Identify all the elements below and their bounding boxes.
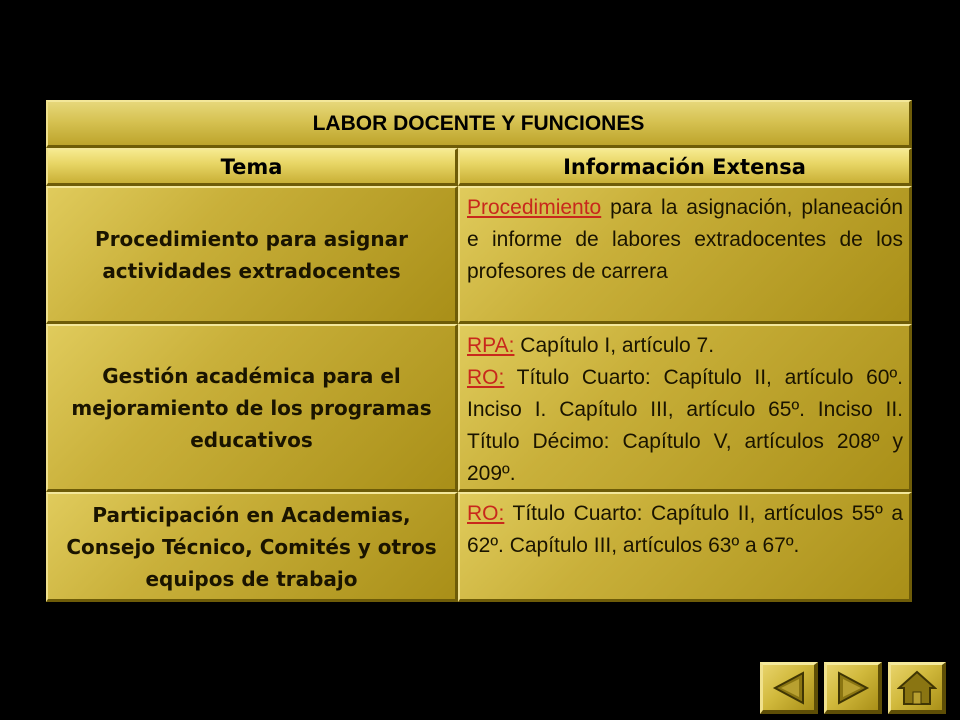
row1-info	[458, 186, 912, 324]
header-info: Información Extensa	[458, 148, 912, 186]
triangle-left-icon	[771, 671, 807, 705]
home-button[interactable]	[888, 662, 946, 714]
row2-info-text1: Capítulo I, artículo 7.	[514, 334, 715, 357]
row3-info-text: Título Cuarto: Capítulo II, artículos 55º a 62º. Capítulo III, artículos 63º a 67º.	[467, 502, 903, 557]
house-icon	[897, 670, 937, 706]
triangle-right-icon	[835, 671, 871, 705]
row2-info	[458, 324, 912, 492]
next-button[interactable]	[824, 662, 882, 714]
row1-info-text: para la asignación, planeación e informe de labores extradocentes de los profesores de carrera	[467, 196, 903, 283]
table-title: LABOR DOCENTE Y FUNCIONES	[46, 100, 912, 148]
rpa-link[interactable]: RPA:	[467, 334, 515, 357]
ro-link-1[interactable]: RO:	[467, 366, 505, 389]
prev-button[interactable]	[760, 662, 818, 714]
row2-tema: Gestión académica para el mejoramiento de los programas educativos	[46, 324, 458, 492]
row3-info	[458, 492, 912, 602]
procedimiento-link[interactable]: Procedimiento	[467, 196, 602, 219]
row2-info-text2: Título Cuarto: Capítulo II, artículo 60º. Inciso I. Capítulo III, artículo 65º. Inciso II. Título Décimo: Capítulo V, artículos 208º y 209º.	[467, 366, 903, 485]
row1-tema: Procedimiento para asignar actividades extradocentes	[46, 186, 458, 324]
header-tema: Tema	[46, 148, 458, 186]
ro-link-2[interactable]: RO:	[467, 502, 505, 525]
row3-tema: Participación en Academias, Consejo Técnico, Comités y otros equipos de trabajo	[46, 492, 458, 602]
